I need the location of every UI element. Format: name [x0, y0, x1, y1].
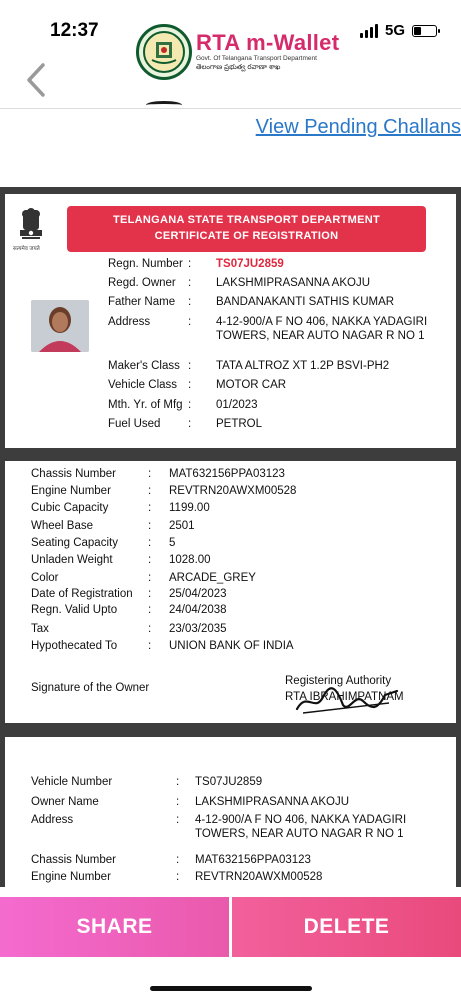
brand-telugu: తెలంగాణ ప్రభుత్వ రవాణా శాఖ: [196, 64, 281, 71]
certificate-title: CERTIFICATE OF REGISTRATION: [154, 230, 339, 242]
cellular-signal-icon: [360, 24, 378, 38]
view-pending-challans-link[interactable]: View Pending Challans: [255, 116, 461, 138]
battery-level: [414, 27, 421, 35]
app-logo: [136, 24, 339, 80]
authority-signature: [293, 683, 403, 717]
certificate-back: Vehicle Number : TS07JU2859 Owner Name : LAKSHMIPRASANNA AKOJU Address : 4-12-900/A F NO 406, NAKKA YADAGIRI TOWERS, NEAR AUTO NAGAR R NO 1 Chassis Number : MAT632156PPA03123 Engine Number : REVTRN20AWXM00528: [5, 737, 456, 887]
department-title: TELANGANA STATE TRANSPORT DEPARTMENT: [112, 214, 381, 226]
certificate-banner: [67, 206, 426, 252]
owner-photo: [31, 300, 89, 352]
rta-name: RTA IBRAHIMPATNAM: [285, 691, 404, 703]
status-time: 12:37: [50, 20, 99, 41]
network-type: 5G: [384, 22, 405, 39]
brand-title: RTA m-Wallet: [196, 30, 340, 55]
registering-authority: Registering Authority RTA IBRAHIMPATNAM: [285, 675, 404, 703]
home-indicator[interactable]: [150, 986, 312, 991]
owner-signature-label: Signature of the Owner: [31, 682, 150, 694]
emblem-caption: सत्यमेव जयते: [13, 246, 40, 252]
battery-icon: [412, 25, 437, 37]
chevron-left-icon: [26, 63, 46, 97]
telangana-emblem-icon: [136, 24, 192, 80]
brand-subtitle: Govt. Of Telangana Transport Department: [196, 55, 317, 62]
back-button[interactable]: [22, 62, 50, 98]
delete-button[interactable]: DELETE: [232, 897, 461, 957]
certificate-front-details: Chassis Number : MAT632156PPA03123 Engine Number : REVTRN20AWXM00528 Cubic Capacity : 1199.00 Wheel Base : 2501 Seating Capacity : 5 Unladen Weight : 1028.00 Color : ARCADE_GREY Date of Registration : 25/04/2023 Regn. Valid Upto : 24/04/2038 Tax : 23/03/2035 Hypothecated To : UNION BANK OF INDIA Signature of the Owner Registering Authority RTA IBRAHIMPATNAM: [5, 461, 456, 723]
regn-number-value: TS07JU2859: [216, 258, 284, 270]
status-icons: [360, 22, 437, 39]
header-divider: [0, 108, 461, 109]
certificate-front-top: सत्यमेव जयते TELANGANA STATE TRANSPORT DEPARTMENT CERTIFICATE OF REGISTRATION Regn. Number : TS07JU2859 Regd. Owner : LAKSHMIPRASANNA AKOJU Father Name : BANDANAKANTI SATHIS KUMAR Address : 4-12-900/A F NO 406, NAKKA YADAGIRI TOWERS, NEAR AUTO NAGAR R NO 1 Maker's Class : TATA ALTROZ XT 1.2P BSVI-PH2 Vehicle Class : MOTOR CAR Mth. Yr. of Mfg : 01/2023 Fuel Used : PETROL: [5, 194, 456, 448]
share-button[interactable]: SHARE: [0, 897, 229, 957]
